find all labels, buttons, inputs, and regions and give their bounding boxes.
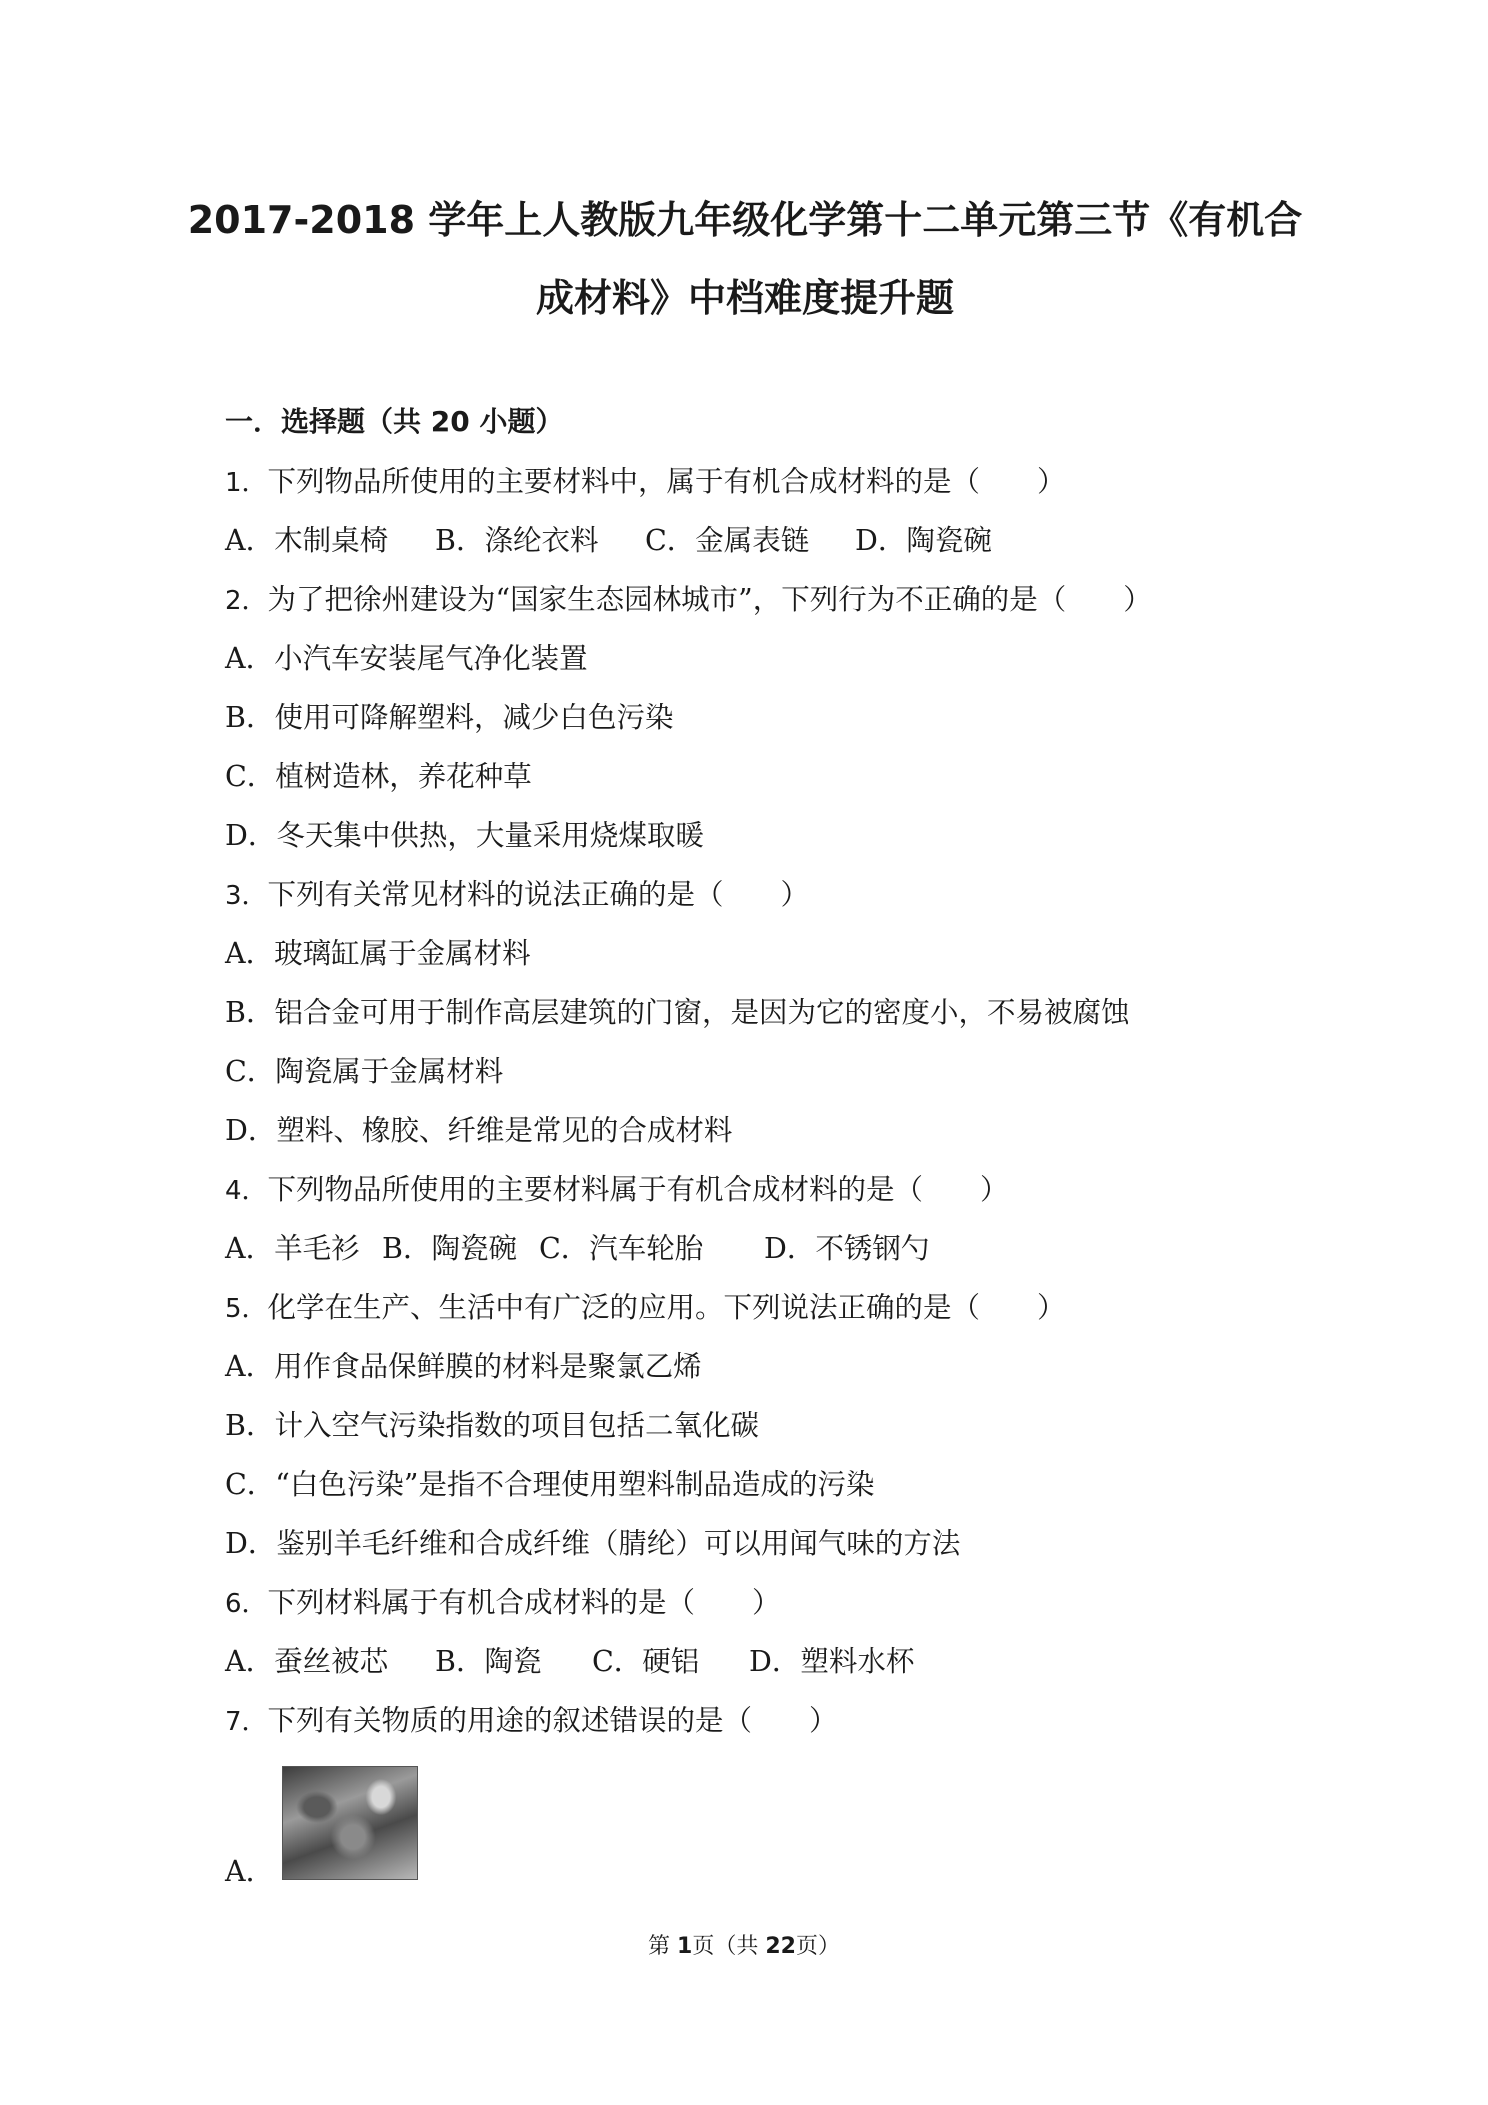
question-4: [225, 1173, 1009, 1208]
option-c: C．植树造林，养花种草: [225, 760, 532, 793]
option-c: C．硬铝: [592, 1645, 700, 1678]
question-stem: 下列有关物质的用途的叙述错误的是（ ）: [267, 1704, 838, 1737]
option-b: B．计入空气污染指数的项目包括二氧化碳: [225, 1409, 759, 1442]
option-b: B．铝合金可用于制作高层建筑的门窗，是因为它的密度小，不易被腐蚀: [225, 996, 1130, 1029]
section-heading: 一．选择题（共 20 小题）: [225, 405, 564, 438]
question-number: 3．: [225, 881, 268, 911]
option-d: D．鉴别羊毛纤维和合成纤维（腈纶）可以用闻气味的方法: [225, 1527, 961, 1560]
question-3: [225, 878, 809, 913]
question-stem: 化学在生产、生活中有广泛的应用。下列说法正确的是（ ）: [267, 1291, 1066, 1324]
option-d: D．塑料、橡胶、纤维是常见的合成材料: [225, 1114, 733, 1147]
option-c: C．陶瓷属于金属材料: [225, 1055, 504, 1088]
question-7-option-a-label: A．: [225, 1855, 275, 1888]
option-b: B．使用可降解塑料，减少白色污染: [225, 701, 674, 734]
page-total: 22: [765, 1934, 796, 1959]
option-a: A．玻璃缸属于金属材料: [225, 937, 531, 970]
option-a-photo: [282, 1766, 418, 1880]
question-1-options: [225, 524, 992, 558]
option-a: A．木制桌椅: [225, 524, 389, 557]
option-b: B．陶瓷: [435, 1645, 542, 1678]
option-c: C．汽车轮胎: [539, 1232, 704, 1265]
document-title-line-2: 成材料》中档难度提升题: [535, 276, 954, 320]
question-number: 6．: [225, 1589, 268, 1619]
footer-suffix: 页）: [795, 1934, 840, 1959]
document-title-line-1: 2017-2018 学年上人教版九年级化学第十二单元第三节《有机合: [187, 198, 1303, 242]
question-7: [225, 1704, 838, 1739]
question-4-options: [225, 1232, 929, 1266]
option-b: B．涤纶衣料: [435, 524, 599, 557]
footer-middle: 页（共: [692, 1934, 766, 1959]
question-2: [225, 583, 1152, 618]
question-number: 5．: [225, 1294, 268, 1324]
question-stem: 为了把徐州建设为“国家生态园林城市”，下列行为不正确的是（ ）: [267, 583, 1152, 616]
question-6-options: [225, 1645, 914, 1679]
question-stem: 下列物品所使用的主要材料属于有机合成材料的是（ ）: [267, 1173, 1009, 1206]
option-d: D．不锈钢勺: [764, 1232, 930, 1265]
option-a: A．蚕丝被芯: [225, 1645, 389, 1678]
option-d: D．陶瓷碗: [855, 524, 992, 557]
question-6: [225, 1586, 781, 1621]
question-number: 2．: [225, 586, 268, 616]
question-number: 7．: [225, 1707, 268, 1737]
question-number: 1．: [225, 468, 268, 498]
option-a: A．小汽车安装尾气净化装置: [225, 642, 588, 675]
option-d: D．冬天集中供热，大量采用烧煤取暖: [225, 819, 704, 852]
question-stem: 下列有关常见材料的说法正确的是（ ）: [267, 878, 810, 911]
question-number: 4．: [225, 1176, 268, 1206]
question-5: [225, 1291, 1066, 1326]
page-number: 1: [677, 1934, 693, 1959]
option-a: A．羊毛衫: [225, 1232, 360, 1265]
question-1: [225, 465, 1066, 500]
footer-prefix: 第: [648, 1934, 678, 1959]
option-d: D．塑料水杯: [749, 1645, 915, 1678]
question-stem: 下列材料属于有机合成材料的是（ ）: [267, 1586, 781, 1619]
question-stem: 下列物品所使用的主要材料中，属于有机合成材料的是（ ）: [267, 465, 1066, 498]
option-a: A．用作食品保鲜膜的材料是聚氯乙烯: [225, 1350, 702, 1383]
option-c: C．金属表链: [645, 524, 810, 557]
option-b: B．陶瓷碗: [382, 1232, 517, 1265]
page-footer: [0, 1934, 1488, 1960]
option-c: C．“白色污染”是指不合理使用塑料制品造成的污染: [225, 1468, 875, 1501]
